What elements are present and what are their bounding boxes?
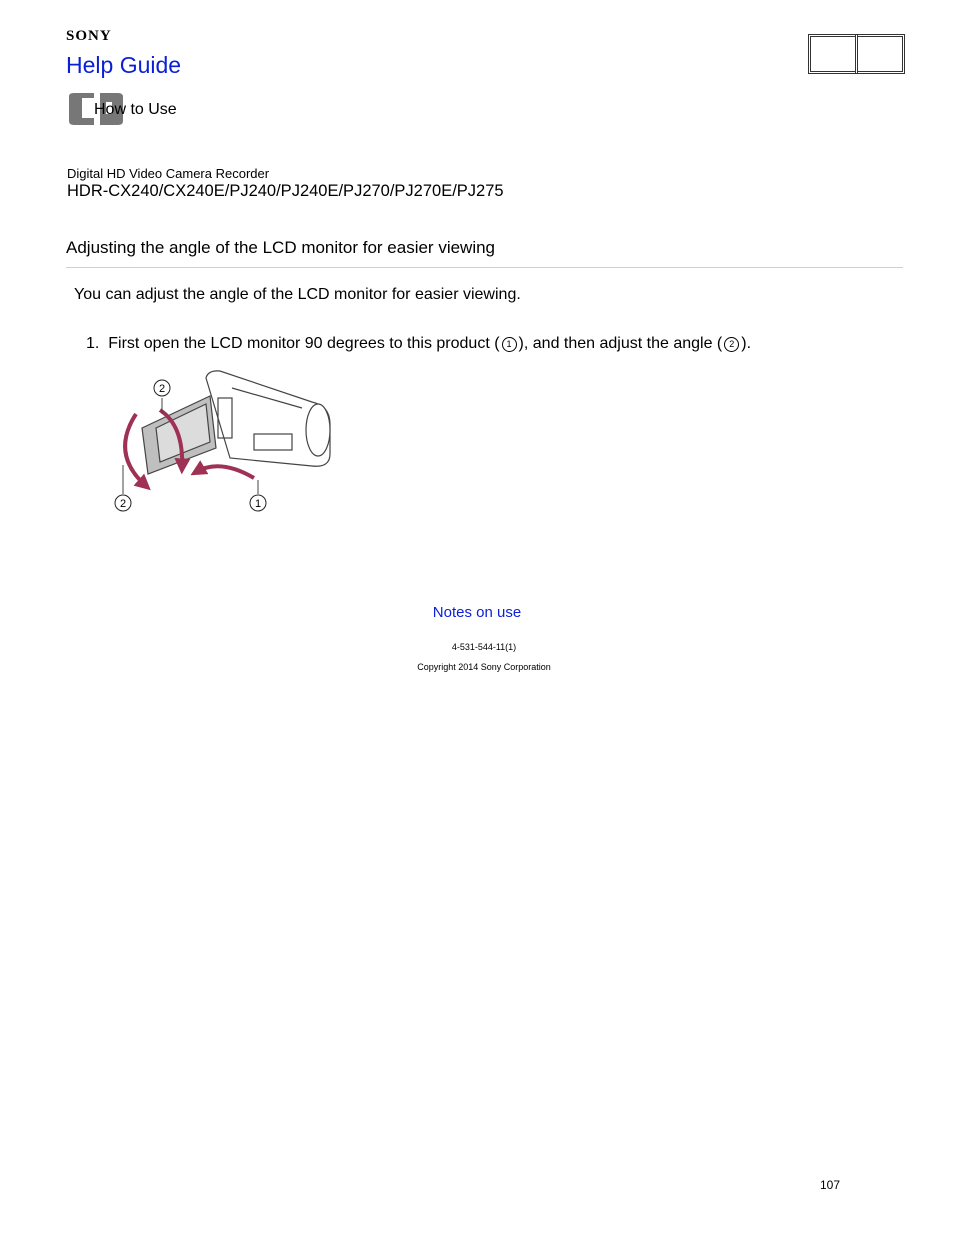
model-numbers: HDR-CX240/CX240E/PJ240/PJ240E/PJ270/PJ270E/PJ275 [67,182,504,200]
help-guide-link[interactable]: Help Guide [66,52,182,78]
step-number: 1. [86,335,100,352]
step-1 [86,335,751,353]
title-divider [66,267,903,268]
intro-text: You can adjust the angle of the LCD monitor for easier viewing. [74,286,521,303]
circled-2-icon: 2 [724,337,739,352]
step-text-middle: ), and then adjust the angle ( [518,335,723,352]
product-type: Digital HD Video Camera Recorder [67,166,270,181]
tab-how-to-use[interactable]: How to Use [94,101,177,118]
copyright: Copyright 2014 Sony Corporation [417,662,551,672]
page-title: Adjusting the angle of the LCD monitor for easier viewing [66,238,496,257]
notes-on-use-link[interactable]: Notes on use [432,604,522,621]
step-text-before: First open the LCD monitor 90 degrees to this product ( [108,335,500,352]
step-text-after: ). [741,335,752,352]
callout-left: 2 [119,498,127,510]
callout-right: 1 [254,498,262,510]
circled-1-icon: 1 [502,337,517,352]
top-nav-button-2[interactable] [857,36,903,72]
page-number: 107 [820,1178,841,1192]
document-number: 4-531-544-11(1) [451,642,517,652]
lcd-angle-illustration [112,368,334,516]
callout-top: 2 [158,383,166,395]
sony-logo: SONY [66,28,112,44]
top-nav-button-1[interactable] [810,36,856,72]
camcorder-body [206,371,330,466]
